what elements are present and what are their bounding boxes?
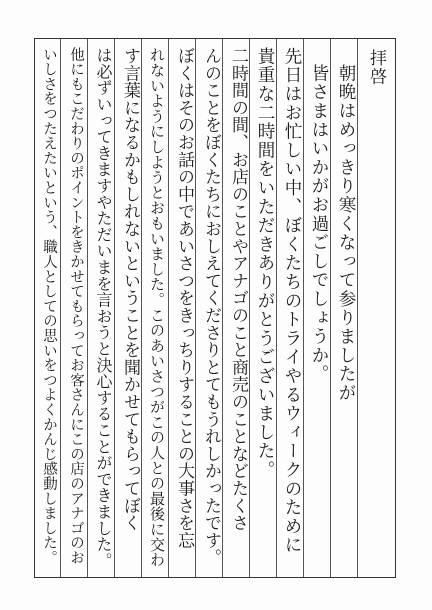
letter-line: ぼくはそのお話の中であいさつをきっちりすることの大事さを忘 [174, 47, 194, 549]
letter-line: 貴重な二時間をいただきありがとうございました。 [255, 47, 275, 480]
letter-line: は必ずいってきますやただいまを言おうと決心することができました。 [94, 47, 113, 569]
letter-line: 二時間の間、お店のことやアナゴのこと商売のことなどたくさ [228, 47, 248, 532]
letter-body [35, 39, 397, 579]
letter-line: 先日はお忙しい中、ぼくたちのトライやるウィークのために [282, 47, 302, 555]
letter-line: 他にもこだわりのポイントをきかせてもらってお客さんにこの店のアナゴのお [68, 47, 84, 565]
letter-line: いしさをつたえたいという、職人としての思いをつよくかんじ感動しました。 [41, 47, 57, 565]
letter-line: す言葉になるかもしれないということを聞かせてもらってぼく [120, 47, 140, 532]
salutation: 拝啓 [366, 49, 386, 86]
letter-line: れないようにしようとおもいました。このあいさつがこの人との最後に交わ [148, 47, 166, 568]
letter-line: 皆さまはいかがお過ごしでしょうか。 [309, 64, 329, 384]
ruled-sheet [34, 38, 396, 578]
letter-line: んのことをぼくたちにおしえてくださりとてもうれしかったです。 [201, 47, 221, 566]
letter-line: 朝晩はめっきり寒くなって参りましたが [336, 64, 356, 403]
